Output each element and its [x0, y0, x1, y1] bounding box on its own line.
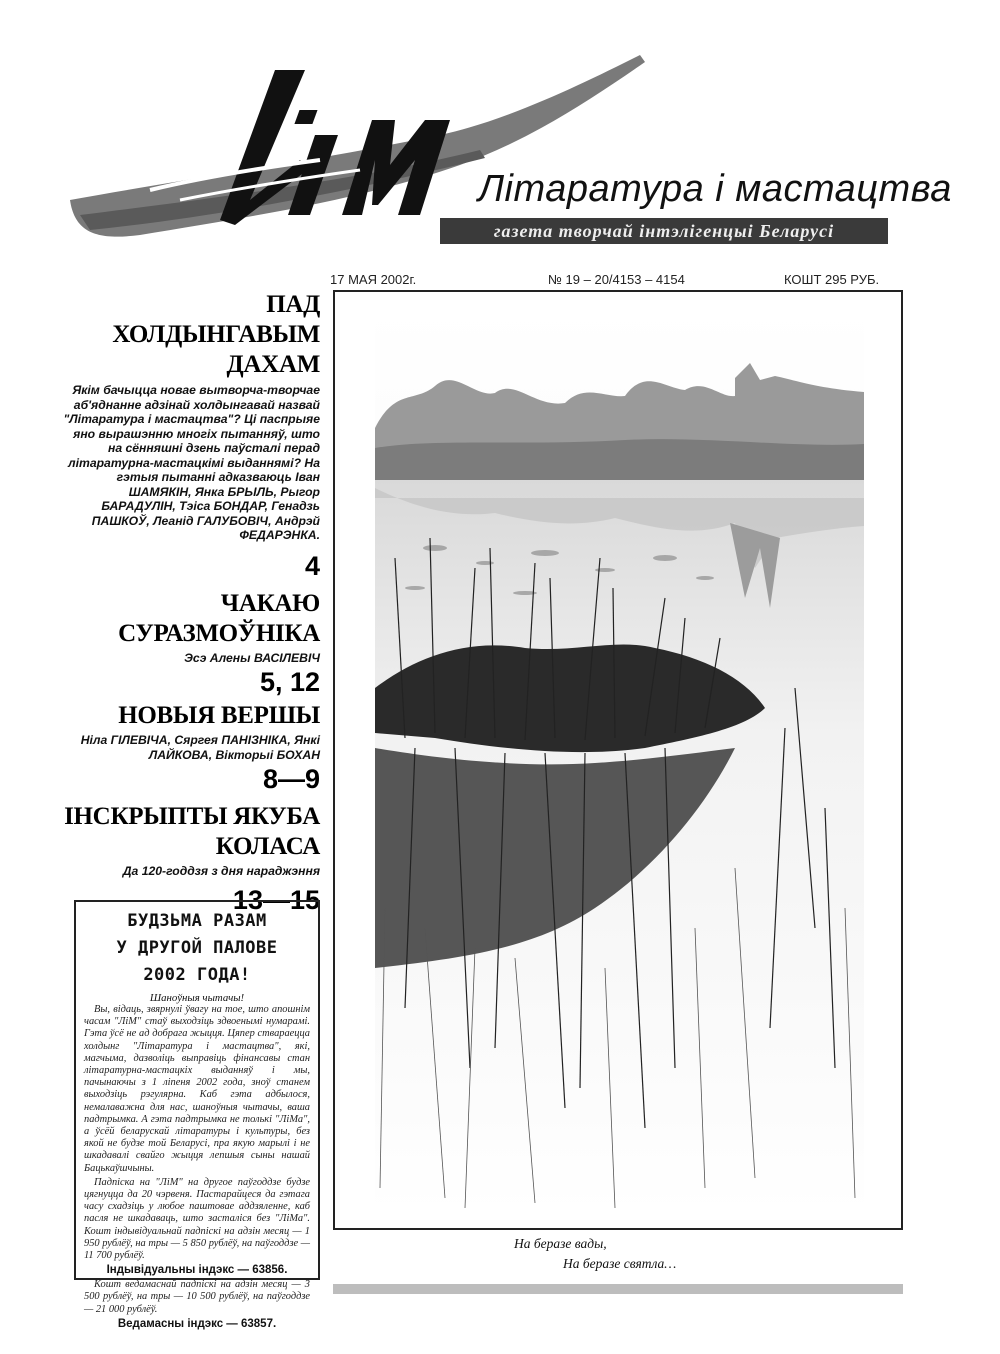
tagline: газета творчай інтэлігенцыі Беларусі: [493, 221, 835, 241]
article-page-number: 4: [304, 550, 320, 581]
issue-price: КОШТ 295 РУБ.: [784, 272, 880, 287]
bottom-divider: [333, 1284, 903, 1294]
article-blurb: Ніла ГІЛЕВІЧА, Сяргея ПАНІЗНІКА, Янкі ЛАЙКОВА, Вікторыі БОХАН: [80, 733, 320, 762]
lake-reeds-photo: [375, 308, 864, 1213]
article-blurb: Да 120-годдзя з дня нараджэння: [122, 864, 320, 878]
masthead: [0, 0, 1000, 270]
subscription-body-2: Падпіска на "ЛіМ" на другое паўгоддзе будзе цягнуцца да 20 чэрвеня. Пастарайцеся да гэтага часу схадзіць у любое паштовае аддзяленне, каб пасля не шкадаваць, што засталіся без "ЛіМа". Кошт індывідуальнай падпіскі на адзін месяц — 1 950 рублёў, на тры — 5 850 рублёў, на паўгоддзе — 11 700 рублёў.: [84, 1176, 310, 1262]
article-teaser[interactable]: [58, 290, 320, 583]
article-blurb: Эсэ Алены ВАСІЛЕВІЧ: [184, 650, 320, 665]
subscription-body: Вы, відаць, звярнулі ўвагу на тое, што апошнім часам "ЛіМ" стаў выходзіць здвоенымі нумарамі. Гэта ўсё не ад добрага жыцця. Цяпер ствараецца холдынг "Літаратура і мастацтва", які, магчыма, дазволіць выправіць фінансавы стан літаратурна-мастацкіх выданняў і мы, пачынаючы з 1 ліпеня 2002 года, зноў станем выходзіць рэгулярна. Каб гэта адбылося, немалаважна для нас, шаноўныя чытачы, ваша падтрымка. А гэта падтрымка не толькі "ЛіМа", а ўсёй беларускай літаратуры і культуры, без якой не будзе той Беларусі, пра якую марылі і не шкадавалі свайго жыцця лепшыя сыны нашай Бацькаўшчыны.: [84, 1004, 310, 1174]
article-teaser[interactable]: [58, 589, 320, 700]
article-blurb: Якім бачыцца новае вытворча-творчае аб'яднанне адзінай холдынгавай назвай "Літаратура і мастацтва"? Ці паспрыяе яно вырашэнню многіх пытанняў, што на сённяшні дзень паўсталі перад літаратурна-мастацкімі выданнямі? На гэтыя пытанні адказваюць Іван ШАМЯКІН, Янка БРЫЛЬ, Рыгор БАРАДУЛІН, Тэіса БОНДАР, Генадзь ПАШКОЎ, Леанід ГАЛУБОВІЧ, Андрэй ФЕДАРЭНКА.: [63, 383, 320, 542]
article-headline: НОВЫЯ ВЕРШЫ: [118, 702, 320, 729]
article-headline: ІНСКРЫПТЫ ЯКУБА КОЛАСА: [64, 803, 320, 860]
cover-photo-frame: [333, 290, 903, 1230]
article-page-number: 8—9: [262, 764, 320, 794]
subscription-title-line: У ДРУГОЙ ПАЛОВЕ: [116, 938, 278, 958]
subscription-title-line: 2002 ГОДА!: [143, 965, 251, 985]
tagline-bar: [440, 218, 888, 244]
issue-number: № 19 – 20/4153 – 4154: [548, 272, 685, 287]
issue-date: 17 МАЯ 2002г.: [330, 272, 417, 287]
individual-index: Індывідуальны індэкс — 63856.: [106, 1264, 288, 1277]
subscription-greeting: Шаноўныя чытачы!: [149, 992, 245, 1004]
subscription-title-line: БУДЗЬМА РАЗАМ: [127, 911, 267, 931]
paper-name: Літаратура і мастацтва: [478, 168, 952, 210]
article-headline: ЧАКАЮ СУРАЗМОЎНІКА: [118, 589, 320, 647]
logo-letter-m: [342, 120, 450, 215]
subscription-body-3: Кошт ведамаснай падпіскі на адзін месяц — 3 500 рублёў, на тры — 10 500 рублёў, на паўгоддзе — 21 000 рублёў.: [84, 1279, 310, 1315]
contents-column: [58, 290, 320, 917]
photo-caption-line-1: На беразе вады,: [514, 1236, 607, 1251]
subscription-box: [74, 900, 320, 1330]
article-teaser[interactable]: [58, 701, 320, 796]
article-page-number: 13—15: [232, 884, 320, 915]
departmental-index: Ведамасны індэкс — 63857.: [117, 1317, 277, 1330]
article-page-number: 5, 12: [259, 667, 320, 697]
article-headline: ПАД ХОЛДЫНГАВЫМ ДАХАМ: [112, 291, 320, 378]
photo-caption-line-2: На беразе святла…: [563, 1256, 677, 1271]
